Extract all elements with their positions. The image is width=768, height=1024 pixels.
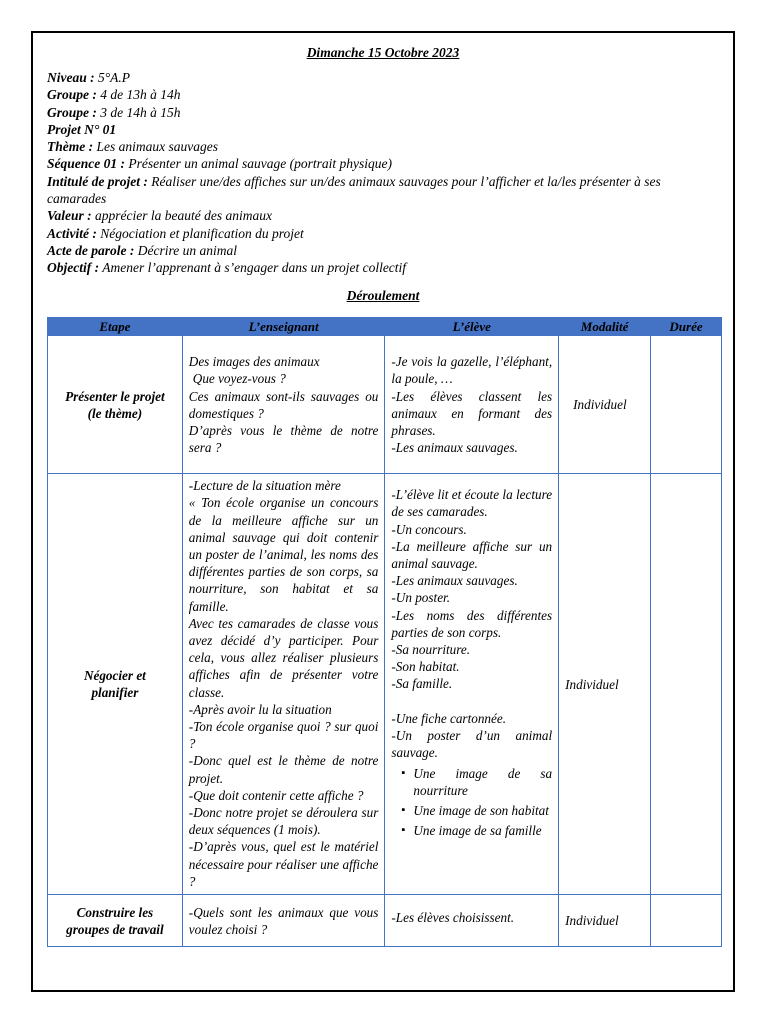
- duree-cell: [651, 336, 722, 474]
- info-theme: Thème : Les animaux sauvages: [47, 139, 218, 155]
- lesson-table: [47, 317, 722, 947]
- document-date: Dimanche 15 Octobre 2023: [306, 45, 460, 60]
- etape-cell: Construire les groupes de travail: [48, 895, 183, 947]
- info-activite: Activité : Négociation et planification du projet: [47, 225, 304, 241]
- table-header-row: [48, 318, 722, 336]
- eleve-cell: -Les élèves choisissent.: [385, 895, 559, 947]
- duree-cell: [651, 474, 722, 895]
- info-groupe-2: Groupe : 3 de 14h à 15h: [47, 104, 181, 120]
- enseignant-cell: Des images des animaux Que voyez-vous ? Ces animaux sont-ils sauvages ou domestiques ? D’après vous le thème de notre sera ?: [182, 336, 385, 474]
- info-projet: Projet N° 01: [47, 121, 117, 137]
- col-header-enseignant: L’enseignant: [182, 318, 385, 336]
- duree-cell: [651, 895, 722, 947]
- page-frame: [31, 31, 735, 992]
- modalite-cell: Individuel: [559, 474, 651, 895]
- col-header-eleve: L’élève: [385, 318, 559, 336]
- etape-cell: Négocier et planifier: [48, 474, 183, 895]
- section-title: Déroulement: [346, 288, 420, 303]
- info-niveau: Niveau : 5°A.P: [47, 70, 131, 85]
- col-header-etape: Etape: [48, 318, 183, 336]
- lesson-info: [47, 69, 723, 277]
- materials-list: [391, 765, 552, 839]
- info-objectif: Objectif : Amener l’apprenant à s’engager dans un projet collectif: [47, 260, 407, 276]
- info-sequence: Séquence 01 : Présenter un animal sauvage (portrait physique): [47, 156, 392, 172]
- enseignant-cell: -Lecture de la situation mère « Ton école organise un concours de la meilleure affiche sur un animal sauvage qui doit contenir un poster de l’animal, les noms des différentes parties de son corps, sa nourriture, son habitat et sa famille. Avec tes camarades de classe vous avez décidé d’y participer. Pour cela, vous allez réaliser plusieurs affiches afin de présenter votre classe. -Après avoir lu la situation -Ton école organise quoi ? sur quoi ? -Donc quel est le thème de notre projet. -Que doit contenir cette affiche ? -Donc notre projet se déroulera sur deux séquences (1 mois). -D’après vous, quel est le matériel nécessaire pour réaliser une affiche ?: [182, 474, 385, 895]
- eleve-cell: -L’élève lit et écoute la lecture de ses camarades. -Un concours. -La meilleure affiche sur un animal sauvage. -Les animaux sauvages. -Un poster. -Les noms des différentes parties de son corps. -Sa nourriture. -Son habitat. -Sa famille. -Une fiche cartonnée. -Un poster d’un animal sauvage. ▪ Une image de sa nourriture ▪ Une image de son habitat ▪ Une image de sa famille: [385, 474, 559, 895]
- table-row: [48, 336, 722, 474]
- list-item: ▪ Une image de sa nourriture: [401, 765, 552, 799]
- info-groupe-1: Groupe : 4 de 13h à 14h: [47, 87, 181, 103]
- modalite-cell: Individuel: [559, 895, 651, 947]
- etape-cell: Présenter le projet (le thème): [48, 336, 183, 474]
- modalite-cell: Individuel: [559, 336, 651, 474]
- list-item: ▪ Une image de sa famille: [401, 822, 552, 839]
- info-acte-de-parole: Acte de parole : Décrire un animal: [47, 242, 237, 258]
- list-item: ▪ Une image de son habitat: [401, 802, 552, 819]
- col-header-modalite: Modalité: [559, 318, 651, 336]
- table-row: [48, 474, 722, 895]
- table-row: [48, 895, 722, 947]
- eleve-cell: -Je vois la gazelle, l’éléphant, la poule, … -Les élèves classent les animaux en formant des phrases. -Les animaux sauvages.: [385, 336, 559, 474]
- info-intitule: Intitulé de projet : Réaliser une/des affiches sur un/des animaux sauvages pour l’afficher et la/les présenter à ses camarades: [47, 173, 661, 207]
- col-header-duree: Durée: [651, 318, 722, 336]
- enseignant-cell: -Quels sont les animaux que vous voulez choisi ?: [182, 895, 385, 947]
- info-valeur: Valeur : apprécier la beauté des animaux: [47, 208, 272, 224]
